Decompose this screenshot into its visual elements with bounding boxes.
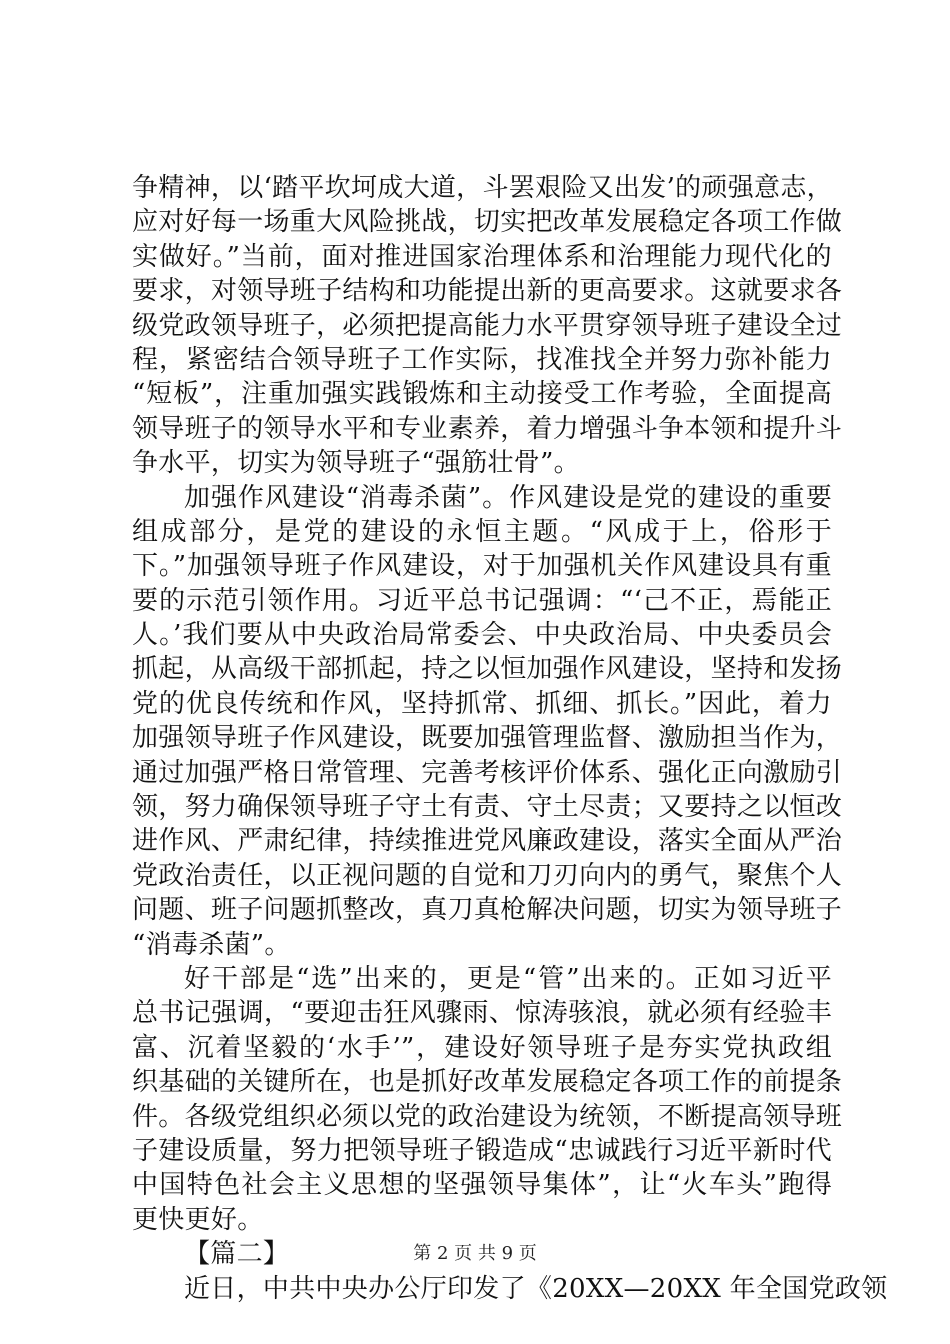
text-line: 实做好。”当前，面对推进国家治理体系和治理能力现代化的 <box>132 241 832 272</box>
text-line: 进作风、严肃纪律，持续推进党风廉政建设，落实全面从严治 <box>132 826 843 857</box>
text-line: 领导班子的领导水平和专业素养，着力增强斗争本领和提升斗 <box>132 413 843 444</box>
text-line: 下。”加强领导班子作风建设，对于加强机关作风建设具有重 <box>132 551 832 582</box>
text-line: 程，紧密结合领导班子工作实际，找准找全并努力弥补能力 <box>132 344 832 375</box>
text-line: 子建设质量，努力把领导班子锻造成“忠诚践行习近平新时代 <box>132 1135 832 1166</box>
text-line: 应对好每一场重大风险挑战，切实把改革发展稳定各项工作做 <box>132 207 843 238</box>
paragraph-1 <box>132 171 843 481</box>
text-line: 织基础的关键所在，也是抓好改革发展稳定各项工作的前提条 <box>132 1067 843 1098</box>
section-heading: 【篇二】 <box>184 1239 290 1270</box>
text-line: “消毒杀菌”。 <box>132 929 291 960</box>
text-line: 中国特色社会主义思想的坚强领导集体”，让“火车头”跑得 <box>132 1170 832 1201</box>
text-line: 要求，对领导班子结构和功能提出新的更高要求。这就要求各 <box>132 276 843 307</box>
text-line: 好干部是“选”出来的，更是“管”出来的。正如习近平 <box>184 963 832 994</box>
text-line: 问题、班子问题抓整改，真刀真枪解决问题，切实为领导班子 <box>132 895 843 926</box>
text-line: 加强领导班子作风建设，既要加强管理监督、激励担当作为， <box>132 723 843 754</box>
text-line: 争精神，以‘踏平坎坷成大道，斗罢艰险又出发’的顽强意志， <box>132 173 833 203</box>
paragraph-2 <box>132 481 843 962</box>
text-line: “短板”，注重加强实践锻炼和主动接受工作考验，全面提高 <box>132 379 832 410</box>
text-line: 富、沉着坚毅的‘水手’”，建设好领导班子是夯实党执政组 <box>132 1032 832 1063</box>
text-line: 通过加强严格日常管理、完善考核评价体系、强化正向激励引 <box>132 757 843 788</box>
paragraph-3 <box>132 962 843 1237</box>
text-line: 近日，中共中央办公厅印发了《20XX—20XX 年全国党政领 <box>184 1273 888 1304</box>
text-line: 加强作风建设“消毒杀菌”。作风建设是党的建设的重要 <box>184 482 832 513</box>
text-line: 争水平，切实为领导班子“强筋壮骨”。 <box>132 448 580 479</box>
text-line: 党的优良传统和作风，坚持抓常、抓细、抓长。”因此，着力 <box>132 688 832 719</box>
text-line: 更快更好。 <box>132 1204 264 1235</box>
text-line: 人。’我们要从中央政治局常委会、中央政治局、中央委员会 <box>132 620 832 651</box>
page-number: 第 2 页 共 9 页 <box>413 1243 537 1264</box>
text-line: 领，努力确保领导班子守土有责、守土尽责；又要持之以恒改 <box>132 792 843 823</box>
text-line: 级党政领导班子，必须把提高能力水平贯穿领导班子建设全过 <box>132 310 843 341</box>
text-line: 党政治责任，以正视问题的自觉和刀刃向内的勇气，聚焦个人 <box>132 860 843 891</box>
text-line: 要的示范引领作用。习近平总书记强调：“‘己不正，焉能正 <box>132 585 832 616</box>
document-body <box>132 171 888 1306</box>
text-line: 抓起，从高级干部抓起，持之以恒加强作风建设，坚持和发扬 <box>132 654 843 685</box>
text-line: 总书记强调，“要迎击狂风骤雨、惊涛骇浪，就必须有经验丰 <box>132 998 832 1029</box>
text-line: 件。各级党组织必须以党的政治建设为统领，不断提高领导班 <box>132 1101 843 1132</box>
text-line: 组成部分，是党的建设的永恒主题。“风成于上，俗形于 <box>132 516 832 547</box>
